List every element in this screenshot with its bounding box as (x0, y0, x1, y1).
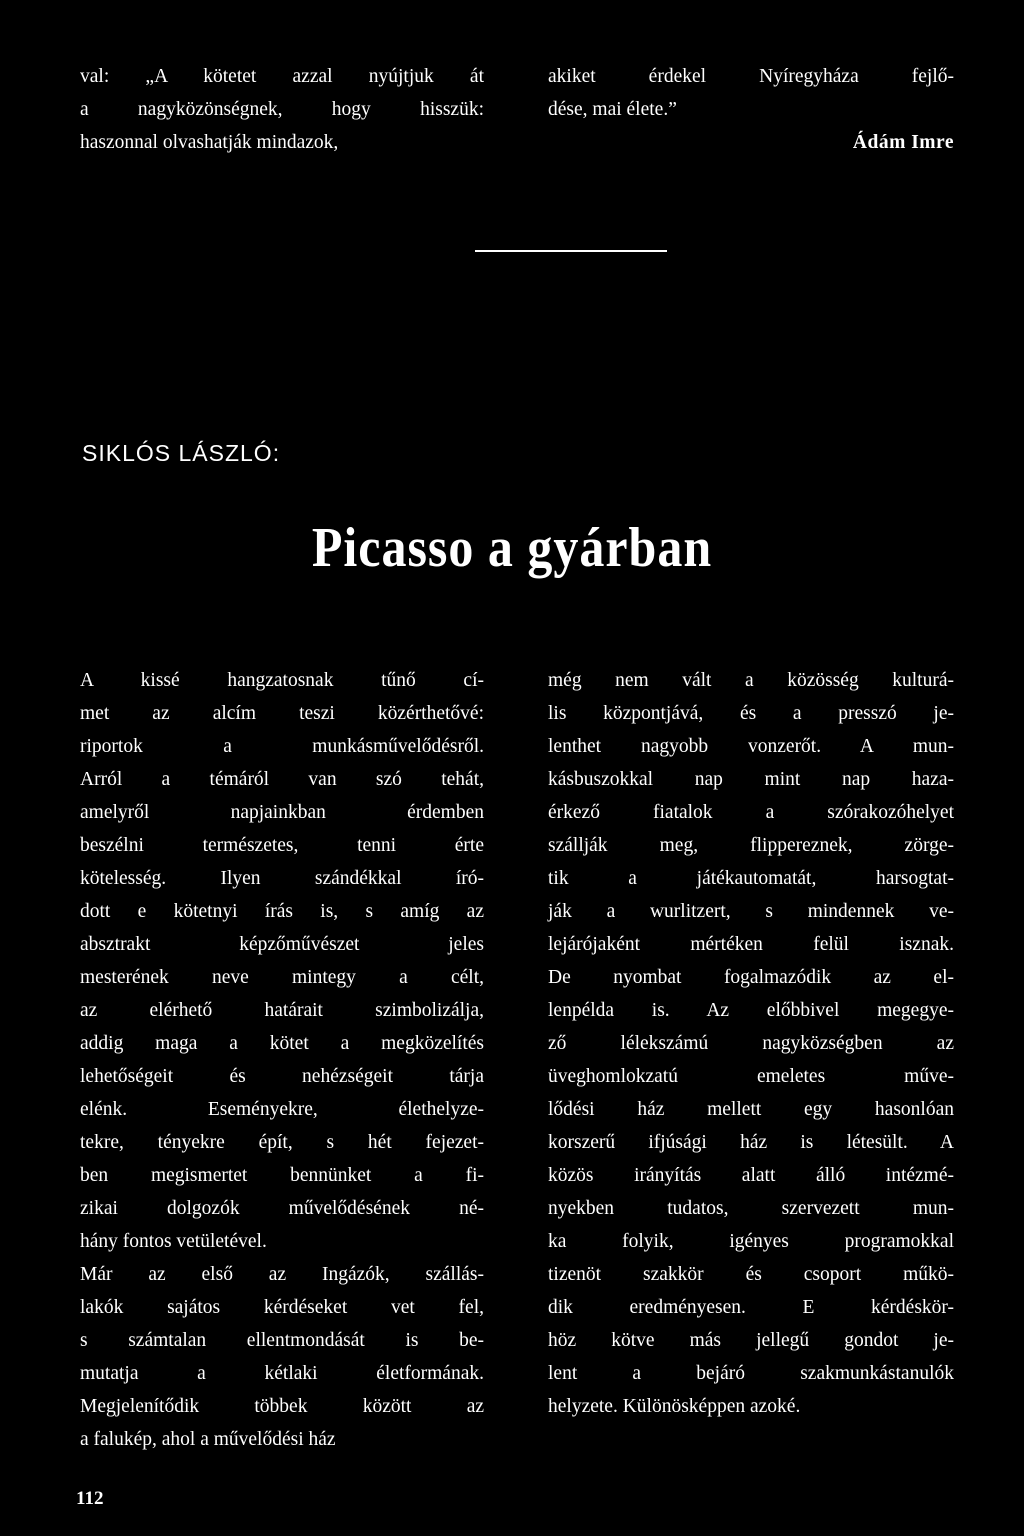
section-divider (475, 250, 667, 252)
text-line: ző lélekszámú nagyközségben az (548, 1033, 954, 1054)
text-line: kásbuszokkal nap mint nap haza- (548, 769, 954, 790)
signature: Ádám Imre (852, 132, 954, 153)
text-line: ben megismertet bennünket a fi- (80, 1165, 484, 1186)
text-line: beszélni természetes, tenni érte (80, 835, 484, 856)
article-author: SIKLÓS LÁSZLÓ: (82, 440, 281, 466)
text-line: hány fontos vetületével. (80, 1231, 267, 1252)
text-line: ják a wurlitzert, s mindennek ve- (548, 901, 954, 922)
text-line: lehetőségeit és nehézségeit tárja (80, 1066, 484, 1087)
text-line: lent a bejáró szakmunkástanulók (548, 1363, 954, 1384)
text-line: riportok a munkásművelődésről. (80, 736, 484, 757)
article-title: Picasso a gyárban (311, 515, 713, 579)
text-line: A kissé hangzatosnak tűnő cí- (80, 670, 484, 691)
text-line: Arról a témáról van szó tehát, (80, 769, 484, 790)
article-right-column (548, 664, 954, 1423)
text-line: Már az első az Ingázók, szállás- (80, 1264, 484, 1285)
previous-article-right-column (548, 60, 954, 159)
text-line: De nyombat fogalmazódik az el- (548, 967, 954, 988)
text-line: lejárójaként mértéken felül isznak. (548, 934, 954, 955)
text-line: tizenöt szakkör és csoport műkö- (548, 1264, 954, 1285)
text-line: haszonnal olvashatják mindazok, (80, 132, 339, 153)
text-line: dik eredményesen. E kérdéskör- (548, 1297, 954, 1318)
text-line: dése, mai élete.” (548, 99, 677, 120)
page-number: 112 (76, 1488, 104, 1509)
text-line: amelyről napjainkban érdemben (80, 802, 484, 823)
text-line: ka folyik, igényes programokkal (548, 1231, 954, 1252)
text-line: helyzete. Különösképpen azoké. (548, 1396, 801, 1417)
text-line: s számtalan ellentmondását is be- (80, 1330, 484, 1351)
text-line: nyekben tudatos, szervezett mun- (548, 1198, 954, 1219)
text-line: lenthet nagyobb vonzerőt. A mun- (548, 736, 954, 757)
text-line: még nem vált a közösség kulturá- (548, 670, 954, 691)
text-line: mesterének neve mintegy a célt, (80, 967, 484, 988)
text-line: akiket érdekel Nyíregyháza fejlő- (548, 66, 954, 87)
text-line: kötelesség. Ilyen szándékkal író- (80, 868, 484, 889)
text-line: höz kötve más jellegű gondot je- (548, 1330, 954, 1351)
previous-article-left-column (80, 60, 484, 159)
text-line: üveghomlokzatú emeletes műve- (548, 1066, 954, 1087)
text-line: elénk. Eseményekre, élethelyze- (80, 1099, 484, 1120)
text-line: absztrakt képzőművészet jeles (80, 934, 484, 955)
text-line: érkező fiatalok a szórakozóhelyet (548, 802, 954, 823)
text-line: lenpélda is. Az előbbivel megegye- (548, 1000, 954, 1021)
text-line: lis központjává, és a presszó je- (548, 703, 954, 724)
text-line: közös irányítás alatt álló intézmé- (548, 1165, 954, 1186)
text-line: val: „A kötetet azzal nyújtjuk át (80, 66, 484, 87)
text-line: szállják meg, flippereznek, zörge- (548, 835, 954, 856)
text-line: a falukép, ahol a művelődési ház (80, 1429, 336, 1450)
text-line: met az alcím teszi közérthetővé: (80, 703, 484, 724)
text-line: dott e kötetnyi írás is, s amíg az (80, 901, 484, 922)
text-line: Megjelenítődik többek között az (80, 1396, 484, 1417)
text-line: mutatja a kétlaki életformának. (80, 1363, 484, 1384)
text-line: tekre, tényekre épít, s hét fejezet- (80, 1132, 484, 1153)
text-line: tik a játékautomatát, harsogtat- (548, 868, 954, 889)
text-line: az elérhető határait szimbolizálja, (80, 1000, 484, 1021)
article-left-column (80, 664, 484, 1456)
text-line: a nagyközönségnek, hogy hisszük: (80, 99, 484, 120)
text-line: lakók sajátos kérdéseket vet fel, (80, 1297, 484, 1318)
text-line: lődési ház mellett egy hasonlóan (548, 1099, 954, 1120)
text-line: korszerű ifjúsági ház is létesült. A (548, 1132, 954, 1153)
text-line: zikai dolgozók művelődésének né- (80, 1198, 484, 1219)
text-line: addig maga a kötet a megközelítés (80, 1033, 484, 1054)
